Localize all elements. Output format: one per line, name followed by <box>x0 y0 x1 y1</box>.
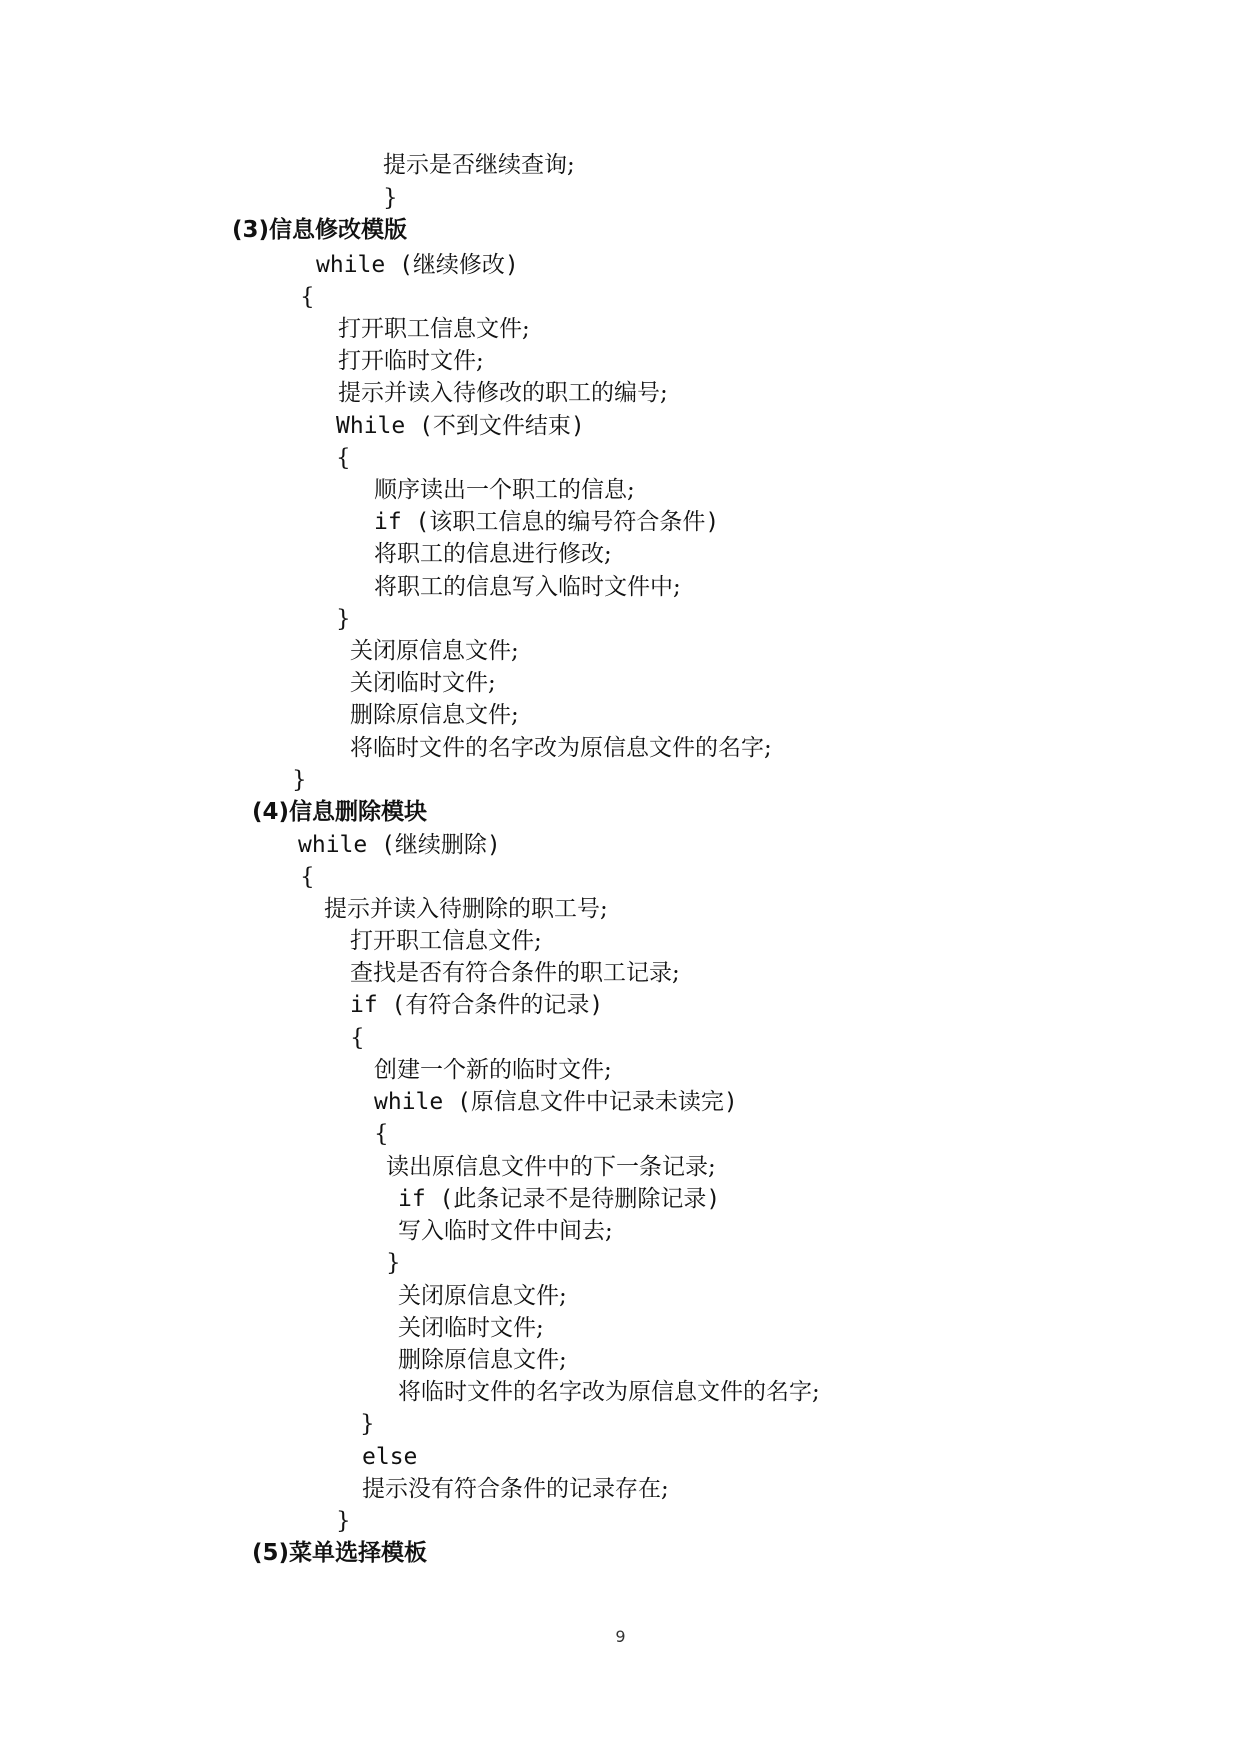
closing-brace: } <box>383 185 398 211</box>
pseudo-code-line: 提示并读入待修改的职工的编号; <box>338 380 668 406</box>
pseudo-code-line: 提示并读入待删除的职工号; <box>324 896 608 922</box>
pseudo-code-line: 提示没有符合条件的记录存在; <box>362 1476 669 1502</box>
closing-brace: } <box>360 1411 375 1437</box>
closing-brace: } <box>336 1508 351 1534</box>
pseudo-code-line: 将临时文件的名字改为原信息文件的名字; <box>350 735 772 761</box>
pseudo-code-line: while (继续删除) <box>298 832 501 858</box>
pseudo-code-line: while (原信息文件中记录未读完) <box>374 1089 738 1115</box>
pseudo-code-line: 查找是否有符合条件的职工记录; <box>350 960 680 986</box>
pseudo-code-line: 关闭临时文件; <box>350 670 496 696</box>
closing-brace: } <box>336 606 351 632</box>
opening-brace: { <box>336 445 351 471</box>
pseudo-code-line: 读出原信息文件中的下一条记录; <box>386 1154 716 1180</box>
pseudo-code-line: 将职工的信息进行修改; <box>374 541 612 567</box>
pseudo-code-line: 顺序读出一个职工的信息; <box>374 477 635 503</box>
section-heading-3: (3)信息修改模版 <box>232 217 408 243</box>
opening-brace: { <box>374 1121 389 1147</box>
pseudo-code-line: while (继续修改) <box>316 252 519 278</box>
pseudo-code-line: While (不到文件结束) <box>336 413 585 439</box>
opening-brace: { <box>300 864 315 890</box>
pseudo-code-line: else <box>362 1444 418 1470</box>
pseudo-code-line: 提示是否继续查询; <box>383 152 575 178</box>
pseudo-code-line: 打开临时文件; <box>338 348 484 374</box>
pseudo-code-line: if (该职工信息的编号符合条件) <box>374 509 720 535</box>
pseudo-code-line: 关闭原信息文件; <box>350 638 519 664</box>
closing-brace: } <box>386 1250 401 1276</box>
pseudo-code-line: if (此条记录不是待删除记录) <box>398 1186 721 1212</box>
page-number: 9 <box>615 1627 626 1646</box>
pseudo-code-line: 将职工的信息写入临时文件中; <box>374 574 681 600</box>
pseudo-code-line: 将临时文件的名字改为原信息文件的名字; <box>398 1379 820 1405</box>
pseudo-code-line: 创建一个新的临时文件; <box>374 1057 612 1083</box>
pseudo-code-line: if (有符合条件的记录) <box>350 992 604 1018</box>
pseudo-code-line: 删除原信息文件; <box>398 1347 567 1373</box>
opening-brace: { <box>300 284 315 310</box>
closing-brace: } <box>292 767 307 793</box>
section-heading-4: (4)信息删除模块 <box>252 799 428 825</box>
pseudo-code-line: 写入临时文件中间去; <box>398 1218 613 1244</box>
pseudo-code-line: 删除原信息文件; <box>350 702 519 728</box>
section-heading-5: (5)菜单选择模板 <box>252 1540 428 1566</box>
pseudo-code-line: 打开职工信息文件; <box>350 928 542 954</box>
pseudo-code-line: 打开职工信息文件; <box>338 316 530 342</box>
opening-brace: { <box>350 1025 365 1051</box>
pseudo-code-line: 关闭临时文件; <box>398 1315 544 1341</box>
pseudo-code-line: 关闭原信息文件; <box>398 1283 567 1309</box>
